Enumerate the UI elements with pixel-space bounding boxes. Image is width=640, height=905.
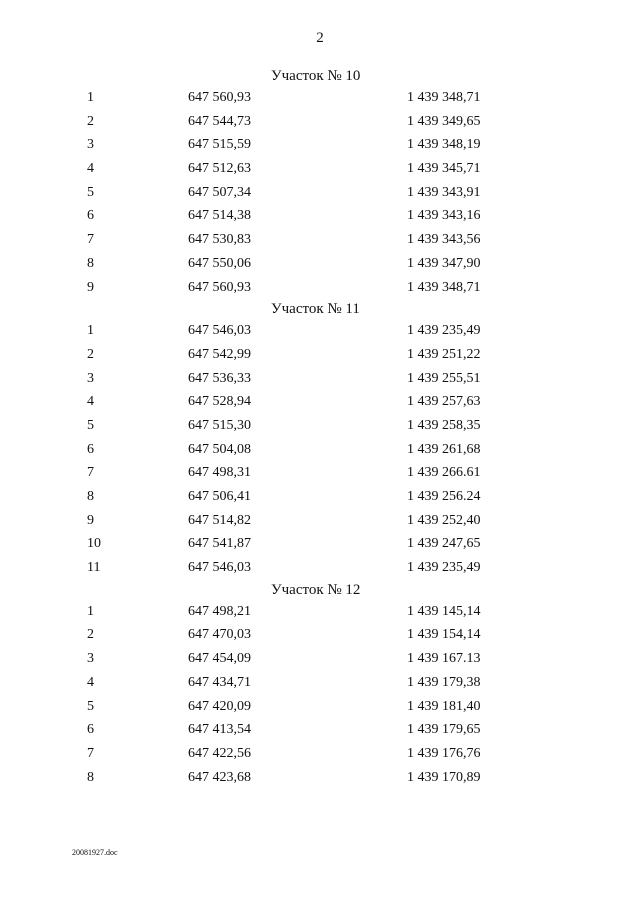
point-number: 8	[87, 255, 94, 271]
y-coordinate: 1 439 179,65	[407, 722, 481, 738]
section-title: Участок № 11	[271, 301, 360, 318]
section-title: Участок № 10	[271, 68, 361, 84]
y-coordinate: 1 439 235,49	[407, 323, 481, 339]
file-name-footer: 20081927.doc	[72, 848, 118, 857]
x-coordinate: 647 544,73	[188, 113, 251, 129]
table-row	[0, 228, 640, 252]
point-number: 1	[87, 323, 94, 339]
page-number: 2	[316, 30, 324, 46]
y-coordinate: 1 439 170,89	[407, 769, 481, 785]
y-coordinate: 1 439 145,14	[407, 603, 481, 619]
x-coordinate: 647 434,71	[188, 674, 251, 690]
table-row	[0, 485, 640, 509]
y-coordinate: 1 439 348,19	[407, 137, 481, 153]
x-coordinate: 647 514,82	[188, 512, 251, 528]
point-number: 3	[87, 651, 94, 667]
table-row	[0, 110, 640, 134]
point-number: 11	[87, 560, 101, 576]
x-coordinate: 647 470,03	[188, 627, 251, 643]
point-number: 4	[87, 394, 94, 410]
table-row	[0, 532, 640, 556]
point-number: 2	[87, 113, 94, 129]
y-coordinate: 1 439 252,40	[407, 512, 481, 528]
section-title: Участок № 12	[271, 581, 361, 598]
y-coordinate: 1 439 247,65	[407, 536, 481, 552]
x-coordinate: 647 498,31	[188, 465, 251, 481]
x-coordinate: 647 550,06	[188, 255, 251, 271]
table-row	[0, 252, 640, 276]
table-row	[0, 556, 640, 580]
table-row	[0, 181, 640, 205]
table-row	[0, 367, 640, 391]
y-coordinate: 1 439 235,49	[407, 560, 481, 576]
table-row	[0, 276, 640, 300]
x-coordinate: 647 514,38	[188, 208, 251, 224]
x-coordinate: 647 454,09	[188, 651, 251, 667]
table-row	[0, 204, 640, 228]
x-coordinate: 647 504,08	[188, 441, 251, 457]
y-coordinate: 1 439 258,35	[407, 417, 481, 433]
x-coordinate: 647 422,56	[188, 745, 251, 761]
y-coordinate: 1 439 345,71	[407, 161, 481, 177]
point-number: 5	[87, 417, 94, 433]
section-plot-12	[0, 580, 640, 790]
point-number: 4	[87, 674, 94, 690]
y-coordinate: 1 439 154,14	[407, 627, 481, 643]
point-number: 6	[87, 722, 94, 738]
y-coordinate: 1 439 348,71	[407, 90, 481, 105]
x-coordinate: 647 560,93	[188, 279, 251, 295]
y-coordinate: 1 439 343,16	[407, 208, 481, 224]
y-coordinate: 1 439 176,76	[407, 745, 481, 761]
section-plot-11	[0, 299, 640, 580]
table-row	[0, 414, 640, 438]
point-number: 3	[87, 370, 94, 386]
x-coordinate: 647 498,21	[188, 603, 251, 619]
point-number: 1	[87, 90, 94, 105]
table-row	[0, 390, 640, 414]
section-plot-10	[0, 66, 640, 299]
point-number: 9	[87, 512, 94, 528]
y-coordinate: 1 439 261,68	[407, 441, 481, 457]
x-coordinate: 647 542,99	[188, 346, 251, 362]
x-coordinate: 647 423,68	[188, 769, 251, 785]
x-coordinate: 647 420,09	[188, 698, 251, 714]
table-row	[0, 623, 640, 647]
table-row	[0, 742, 640, 766]
y-coordinate: 1 439 343,91	[407, 184, 481, 200]
x-coordinate: 647 546,03	[188, 560, 251, 576]
y-coordinate: 1 439 167.13	[407, 651, 481, 667]
point-number: 3	[87, 137, 94, 153]
point-number: 5	[87, 698, 94, 714]
point-number: 6	[87, 208, 94, 224]
table-row	[0, 461, 640, 485]
point-number: 7	[87, 465, 94, 481]
point-number: 2	[87, 627, 94, 643]
x-coordinate: 647 560,93	[188, 90, 251, 105]
x-coordinate: 647 530,83	[188, 232, 251, 248]
point-number: 2	[87, 346, 94, 362]
x-coordinate: 647 546,03	[188, 323, 251, 339]
y-coordinate: 1 439 266.61	[407, 465, 481, 481]
table-row	[0, 86, 640, 110]
point-number: 7	[87, 232, 94, 248]
table-row	[0, 766, 640, 790]
table-row	[0, 438, 640, 462]
x-coordinate: 647 515,59	[188, 137, 251, 153]
y-coordinate: 1 439 251,22	[407, 346, 481, 362]
point-number: 8	[87, 489, 94, 504]
x-coordinate: 647 512,63	[188, 161, 251, 177]
table-row	[0, 157, 640, 181]
point-number: 7	[87, 745, 94, 761]
table-row	[0, 343, 640, 367]
x-coordinate: 647 507,34	[188, 184, 251, 200]
table-row	[0, 718, 640, 742]
point-number: 6	[87, 441, 94, 457]
coordinates-table	[0, 66, 640, 789]
point-number: 1	[87, 603, 94, 619]
table-row	[0, 319, 640, 343]
y-coordinate: 1 439 347,90	[407, 255, 481, 271]
point-number: 9	[87, 279, 94, 295]
table-row	[0, 509, 640, 533]
x-coordinate: 647 506,41	[188, 489, 251, 504]
y-coordinate: 1 439 179,38	[407, 674, 481, 690]
x-coordinate: 647 528,94	[188, 394, 251, 410]
y-coordinate: 1 439 348,71	[407, 279, 481, 295]
table-row	[0, 671, 640, 695]
x-coordinate: 647 541,87	[188, 536, 251, 552]
point-number: 5	[87, 184, 94, 200]
y-coordinate: 1 439 181,40	[407, 698, 481, 714]
table-row	[0, 600, 640, 624]
table-row	[0, 647, 640, 671]
y-coordinate: 1 439 256.24	[407, 489, 481, 504]
x-coordinate: 647 413,54	[188, 722, 251, 738]
table-row	[0, 695, 640, 719]
y-coordinate: 1 439 255,51	[407, 370, 481, 386]
point-number: 10	[87, 536, 101, 552]
point-number: 4	[87, 161, 94, 177]
y-coordinate: 1 439 343,56	[407, 232, 481, 248]
y-coordinate: 1 439 257,63	[407, 394, 481, 410]
point-number: 8	[87, 769, 94, 785]
table-row	[0, 133, 640, 157]
x-coordinate: 647 536,33	[188, 370, 251, 386]
x-coordinate: 647 515,30	[188, 417, 251, 433]
y-coordinate: 1 439 349,65	[407, 113, 481, 129]
